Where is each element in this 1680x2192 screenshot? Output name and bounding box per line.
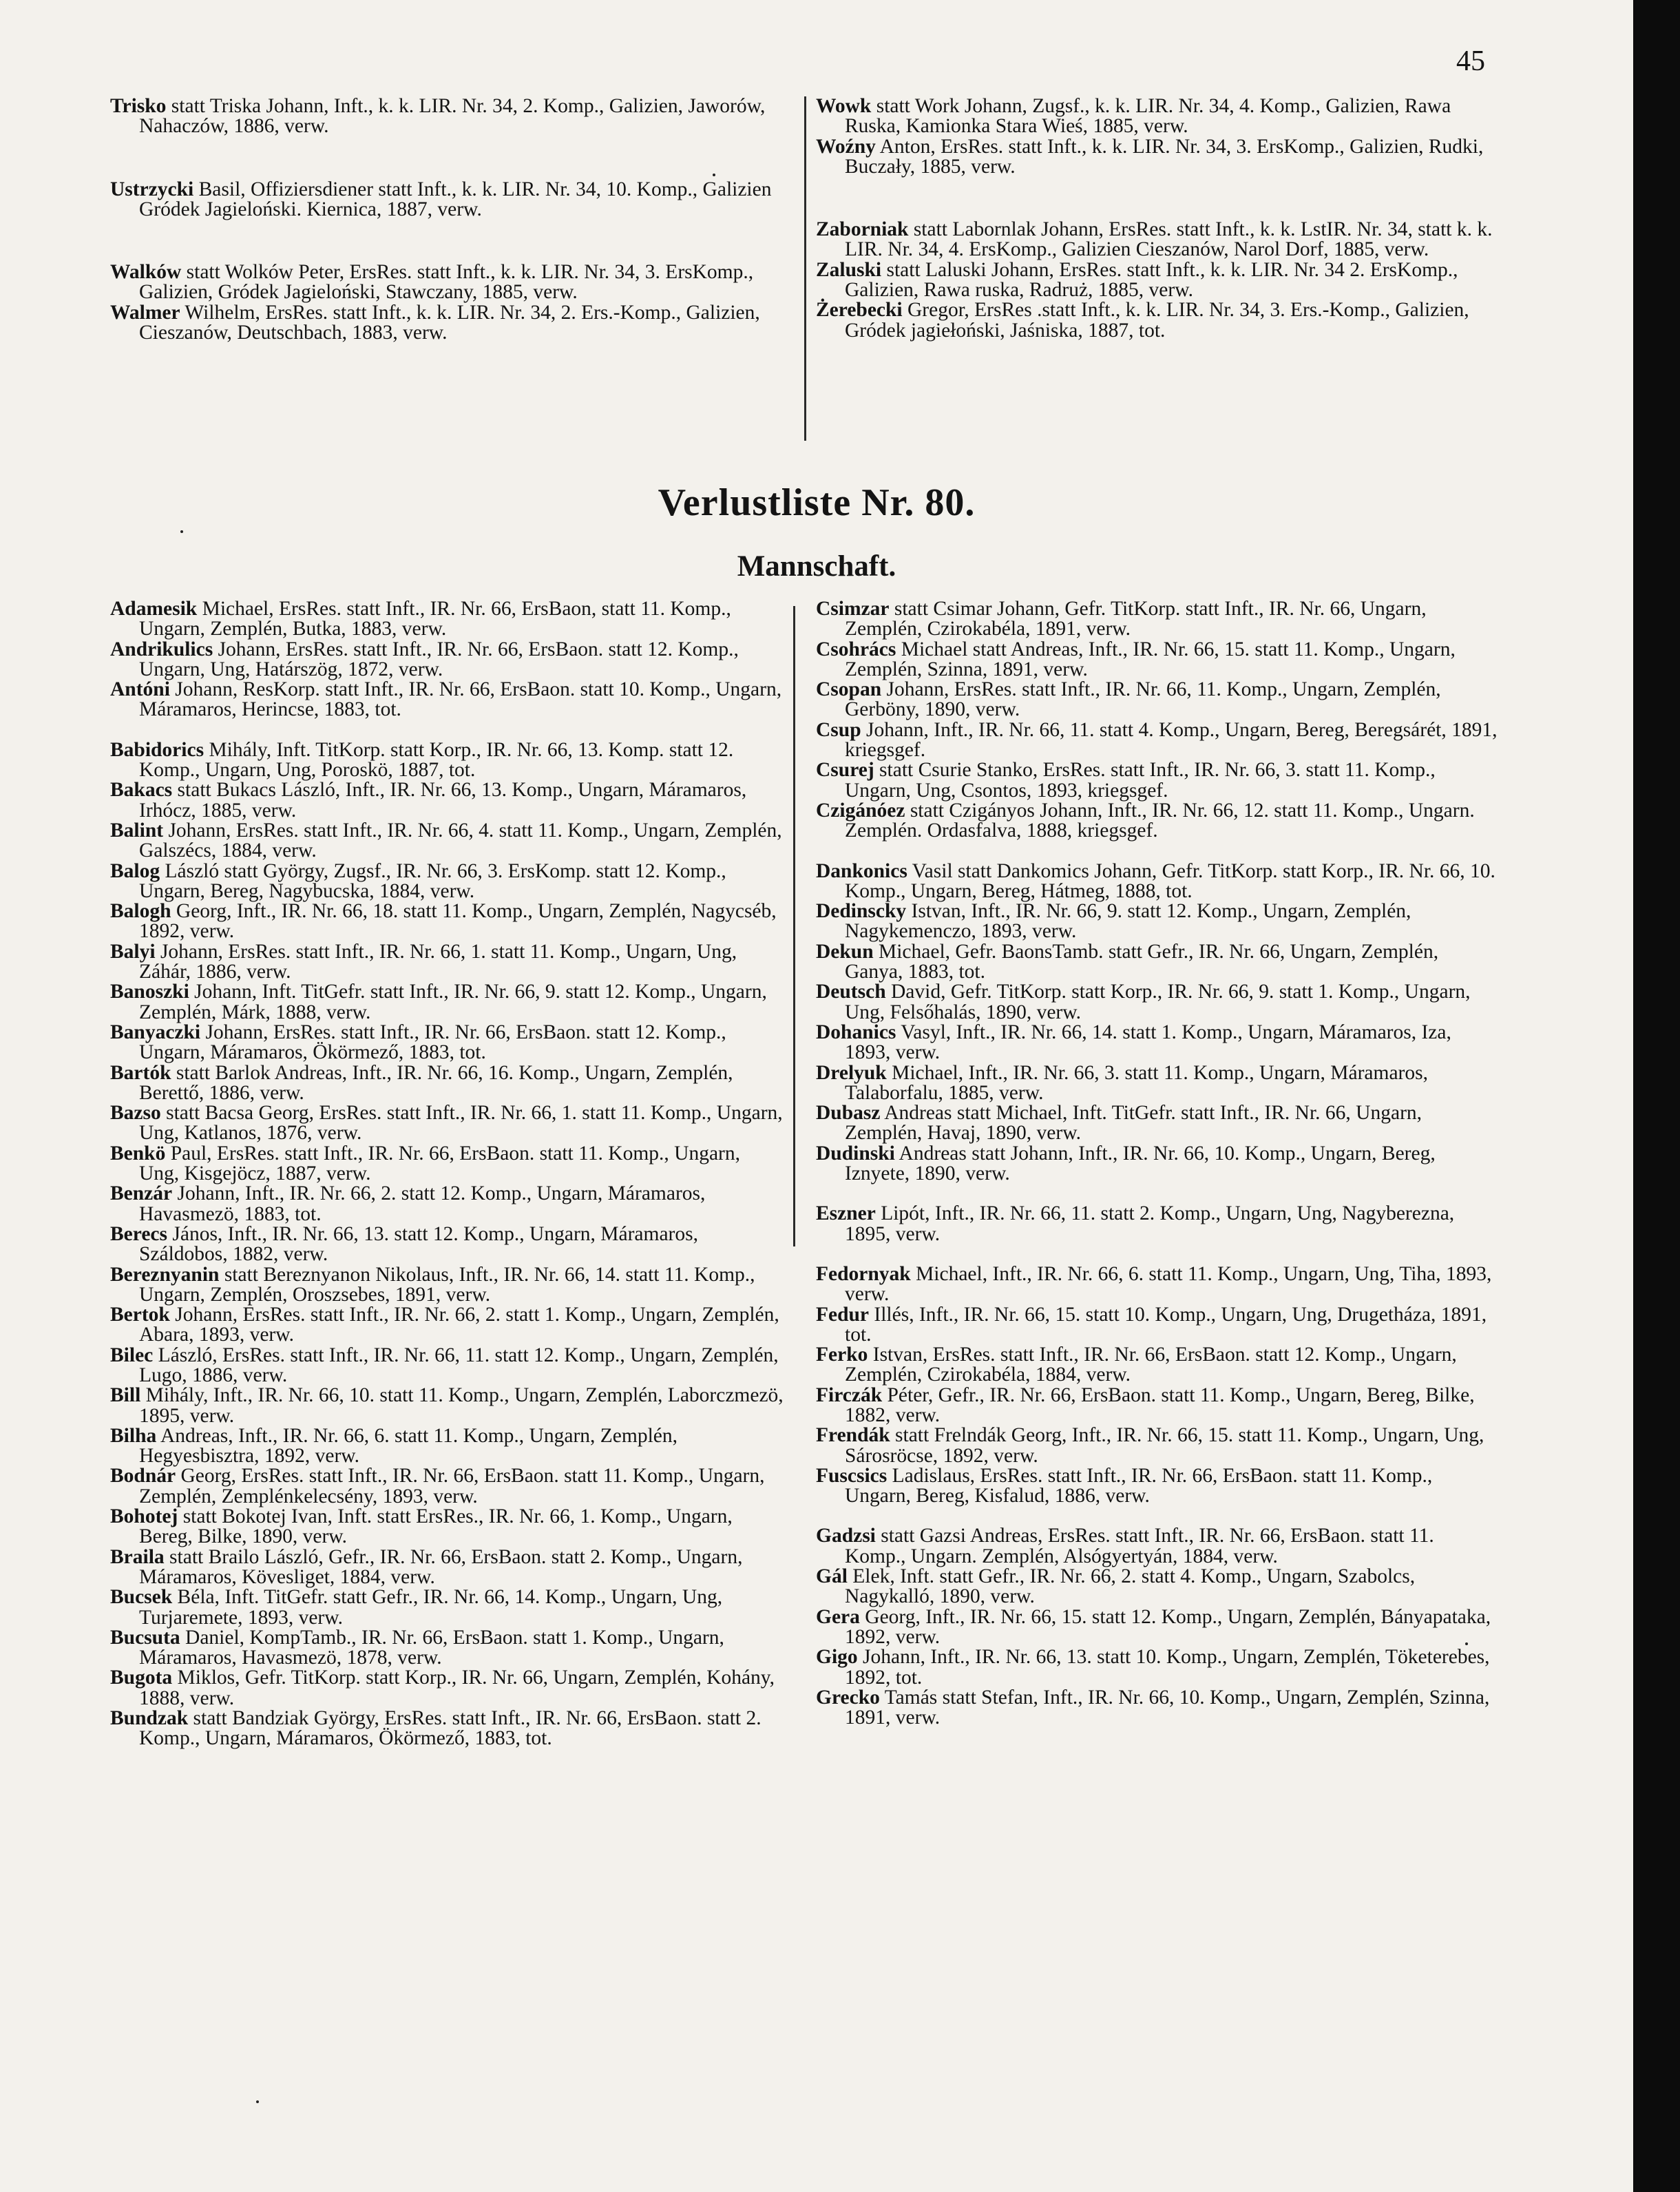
entry-details: László, ErsRes. statt Inft., IR. Nr. 66, 11. statt 12. Komp., Ungarn, Zemplén, Lugo, 1886, verw. bbox=[139, 1344, 779, 1386]
entry-surname: Bartók bbox=[110, 1061, 171, 1084]
entry-details: Miklos, Gefr. TitKorp. statt Korp., IR. Nr. 66, Ungarn, Zemplén, Kohány, 1888, verw. bbox=[139, 1667, 775, 1709]
entry-details: Andreas, Inft., IR. Nr. 66, 6. statt 11. Komp., Ungarn, Zemplén, Hegyesbisztra, 1892, verw. bbox=[139, 1424, 678, 1468]
entry-details: statt Barlok Andreas, Inft., IR. Nr. 66, 16. Komp., Ungarn, Zemplén, Berettő, 1886, verw. bbox=[139, 1061, 733, 1104]
entry-surname: Bazso bbox=[110, 1102, 161, 1125]
list-entry bbox=[110, 1144, 785, 1184]
entry-details: statt Wolków Peter, ErsRes. statt Inft., k. k. LIR. Nr. 34, 3. ErsKomp., Galizien, Gródek Jagieloński, Stawczany, 1885, verw. bbox=[139, 261, 754, 304]
top-left-column bbox=[110, 96, 792, 343]
entry-surname: Gál bbox=[816, 1565, 848, 1588]
entry-surname: Fedornyak bbox=[816, 1262, 911, 1285]
list-entry bbox=[110, 303, 792, 344]
entry-surname: Csopan bbox=[816, 678, 882, 701]
entry-details: Georg, Inft., IR. Nr. 66, 15. statt 12. Komp., Ungarn, Zemplén, Bányapataka, 1892, verw. bbox=[845, 1605, 1491, 1648]
entry-details: David, Gefr. TitKorp. statt Korp., IR. Nr. 66, 9. statt 1. Komp., Ungarn, Ung, Felsőhalás, 1890, verw. bbox=[845, 981, 1471, 1023]
entry-surname: Balint bbox=[110, 819, 164, 842]
list-entry bbox=[110, 1224, 785, 1265]
entry-details: statt Csimar Johann, Gefr. TitKorp. statt Inft., IR. Nr. 66, Ungarn, Zemplén, Czirokabéla, 1891, verw. bbox=[845, 598, 1427, 640]
entry-details: Johann, Inft., IR. Nr. 66, 11. statt 4. Komp., Ungarn, Bereg, Beregsárét, 1891, kriegsgef. bbox=[845, 718, 1498, 762]
list-entry bbox=[110, 1023, 785, 1063]
list-entry bbox=[816, 901, 1498, 942]
entry-surname: Babidorics bbox=[110, 738, 204, 761]
entry-surname: Dedinscky bbox=[816, 900, 907, 923]
list-entry bbox=[816, 1103, 1498, 1144]
entry-details: Johann, Inft. TitGefr. statt Inft., IR. Nr. 66, 9. statt 12. Komp., Ungarn, Zemplén, Márk, 1888, verw. bbox=[139, 981, 767, 1023]
list-entry bbox=[816, 260, 1498, 301]
list-entry bbox=[816, 300, 1498, 341]
entry-details: statt Gazsi Andreas, ErsRes. statt Inft., IR. Nr. 66, ErsBaon. statt 11. Komp., Ungarn. Zemplén, Alsógyertyán, 1884, verw. bbox=[845, 1525, 1434, 1567]
entry-details: Johann, ErsRes. statt Inft., IR. Nr. 66, 4. statt 11. Komp., Ungarn, Zemplén, Galszécs, 1884, verw. bbox=[139, 819, 782, 862]
entry-details: Johann, ResKorp. statt Inft., IR. Nr. 66, ErsBaon. statt 10. Komp., Ungarn, Máramaros, Herincse, 1883, tot. bbox=[139, 678, 782, 721]
entry-details: Johann, Inft., IR. Nr. 66, 13. statt 10. Komp., Ungarn, Zemplén, Töketerebes, 1892, tot. bbox=[845, 1646, 1490, 1689]
list-entry bbox=[816, 1688, 1498, 1729]
entry-surname: Bucsek bbox=[110, 1586, 173, 1609]
entry-surname: Zaluski bbox=[816, 258, 882, 281]
entry-details: statt Bandziak György, ErsRes. statt Inft., IR. Nr. 66, ErsBaon. statt 2. Komp., Ungarn, Máramaros, Ökörmező, 1883, tot. bbox=[139, 1707, 762, 1750]
entry-surname: Czigánóez bbox=[816, 799, 905, 822]
entry-details: Johann, ErsRes. statt Inft., IR. Nr. 66, 11. Komp., Ungarn, Zemplén, Gerböny, 1890, verw. bbox=[845, 678, 1441, 721]
list-entry bbox=[816, 1264, 1498, 1305]
list-entry bbox=[110, 180, 792, 220]
entry-details: Vasil statt Dankomics Johann, Gefr. TitKorp. statt Korp., IR. Nr. 66, 10. Komp., Ungarn, Bereg, Hátmeg, 1888, tot. bbox=[845, 859, 1495, 902]
list-entry bbox=[110, 262, 792, 303]
scan-speck bbox=[1465, 1642, 1468, 1645]
entry-details: statt Bacsa Georg, ErsRes. statt Inft., IR. Nr. 66, 1. statt 11. Komp., Ungarn, Ung, Katlanos, 1876, verw. bbox=[139, 1102, 783, 1145]
list-entry bbox=[110, 1103, 785, 1144]
list-entry bbox=[816, 859, 1498, 902]
list-entry bbox=[110, 1668, 785, 1709]
entry-details: statt Csurie Stanko, ErsRes. statt Inft., IR. Nr. 66, 3. statt 11. Komp., Ungarn, Ung, Csontos, 1893, kriegsgef. bbox=[845, 759, 1436, 802]
list-entry bbox=[110, 821, 785, 862]
entry-details: Elek, Inft. statt Gefr., IR. Nr. 66, 2. statt 4. Komp., Ungarn, Szabolcs, Nagykalló, 1890, verw. bbox=[845, 1565, 1416, 1608]
entry-surname: Csimzar bbox=[816, 598, 890, 620]
entry-details: Illés, Inft., IR. Nr. 66, 15. statt 10. Komp., Ungarn, Ung, Drugetháza, 1891, tot. bbox=[845, 1303, 1487, 1346]
entry-details: Michael, ErsRes. statt Inft., IR. Nr. 66, ErsBaon, statt 11. Komp., Ungarn, Zemplén, Butka, 1883, verw. bbox=[139, 598, 731, 640]
list-entry bbox=[816, 1063, 1498, 1104]
list-entry bbox=[110, 96, 792, 137]
list-entry bbox=[816, 1023, 1498, 1063]
list-entry bbox=[110, 982, 785, 1023]
section-title: Verlustliste Nr. 80. bbox=[658, 481, 976, 524]
list-entry bbox=[816, 942, 1498, 983]
entry-details: Paul, ErsRes. statt Inft., IR. Nr. 66, ErsBaon. statt 11. Komp., Ungarn, Ung, Kisgejöcz, 1887, verw. bbox=[139, 1142, 741, 1185]
entry-details: statt Brailo László, Gefr., IR. Nr. 66, ErsBaon. statt 2. Komp., Ungarn, Máramaros, Kövesliget, 1884, verw. bbox=[139, 1545, 743, 1588]
entry-details: László statt György, Zugsf., IR. Nr. 66, 3. ErsKomp. statt 12. Komp., Ungarn, Bereg, Nagybucska, 1884, verw. bbox=[139, 859, 726, 902]
list-entry bbox=[816, 137, 1498, 178]
entry-surname: Fuscsics bbox=[816, 1464, 888, 1487]
list-entry bbox=[110, 1587, 785, 1628]
entry-details: János, Inft., IR. Nr. 66, 13. statt 12. Komp., Ungarn, Máramaros, Száldobos, 1882, verw. bbox=[139, 1222, 698, 1266]
entry-details: Wilhelm, ErsRes. statt Inft., k. k. LIR. Nr. 34, 2. Ers.-Komp., Galizien, Cieszanów, Deutschbach, 1883, verw. bbox=[139, 301, 760, 344]
entry-details: Michael, Gefr. BaonsTamb. statt Gefr., IR. Nr. 66, Ungarn, Zemplén, Ganya, 1883, tot. bbox=[845, 940, 1439, 983]
list-entry bbox=[110, 1265, 785, 1306]
list-entry bbox=[110, 599, 785, 640]
entry-surname: Żerebecki bbox=[816, 299, 903, 322]
entry-surname: Frendák bbox=[816, 1424, 890, 1447]
list-entry bbox=[816, 1386, 1498, 1426]
top-right-column bbox=[816, 96, 1498, 341]
list-entry bbox=[816, 1345, 1498, 1386]
entry-surname: Woźny bbox=[816, 135, 876, 158]
entry-surname: Balyi bbox=[110, 940, 156, 963]
entry-details: Ladislaus, ErsRes. statt Inft., IR. Nr. 66, ErsBaon. statt 11. Komp., Ungarn, Bereg, Kisfalud, 1886, verw. bbox=[845, 1464, 1433, 1507]
entry-details: statt Czigányos Johann, Inft., IR. Nr. 66, 12. statt 11. Komp., Ungarn. Zemplén. Ordasfalva, 1888, kriegsgef. bbox=[845, 799, 1475, 842]
entry-surname: Bugota bbox=[110, 1667, 173, 1689]
entry-details: Georg, Inft., IR. Nr. 66, 18. statt 11. Komp., Ungarn, Zemplén, Nagycséb, 1892, verw. bbox=[139, 900, 777, 943]
list-entry bbox=[816, 1466, 1498, 1507]
list-entry bbox=[816, 680, 1498, 720]
list-entry bbox=[816, 1426, 1498, 1466]
entry-details: Johann, Inft., IR. Nr. 66, 2. statt 12. Komp., Ungarn, Máramaros, Havasmezö, 1883, tot. bbox=[139, 1182, 706, 1225]
list-entry bbox=[816, 982, 1498, 1023]
entry-details: Anton, ErsRes. statt Inft., k. k. LIR. Nr. 34, 3. ErsKomp., Galizien, Rudki, Buczały, 1885, verw. bbox=[845, 135, 1484, 178]
list-entry bbox=[816, 1144, 1498, 1184]
list-entry bbox=[816, 640, 1498, 680]
entry-surname: Dudinski bbox=[816, 1142, 895, 1165]
entry-details: Gregor, ErsRes .statt Inft., k. k. LIR. Nr. 34, 3. Ers.-Komp., Galizien, Gródek jagiełoński, Jaśniska, 1887, tot. bbox=[845, 299, 1469, 342]
entry-surname: Bakacs bbox=[110, 779, 173, 802]
entry-details: Andreas statt Michael, Inft. TitGefr. statt Inft., IR. Nr. 66, Ungarn, Zemplén, Havaj, 1890, verw. bbox=[845, 1102, 1422, 1145]
entry-details: statt Triska Johann, Inft., k. k. LIR. Nr. 34, 2. Komp., Galizien, Jaworów, Nahaczów, 1886, verw. bbox=[139, 95, 766, 138]
left-column bbox=[110, 599, 785, 1749]
entry-surname: Trisko bbox=[110, 95, 167, 117]
entry-surname: Wowk bbox=[816, 95, 872, 117]
list-entry bbox=[110, 680, 785, 720]
entry-details: Mihály, Inft. TitKorp. statt Korp., IR. Nr. 66, 13. Komp. statt 12. Komp., Ungarn, Ung, Poroskö, 1887, tot. bbox=[139, 738, 734, 782]
entry-details: Vasyl, Inft., IR. Nr. 66, 14. statt 1. Komp., Ungarn, Máramaros, Iza, 1893, verw. bbox=[845, 1021, 1451, 1064]
column-divider bbox=[804, 96, 806, 441]
list-entry bbox=[110, 780, 785, 821]
entry-details: Istvan, ErsRes. statt Inft., IR. Nr. 66, ErsBaon. statt 12. Komp., Ungarn, Zemplén, Czirokabéla, 1884, verw. bbox=[845, 1344, 1457, 1386]
entry-surname: Grecko bbox=[816, 1686, 880, 1709]
entry-surname: Gera bbox=[816, 1605, 860, 1628]
entry-details: Lipót, Inft., IR. Nr. 66, 11. statt 2. Komp., Ungarn, Ung, Nagyberezna, 1895, verw. bbox=[845, 1202, 1455, 1245]
entry-details: statt Labornlak Johann, ErsRes. statt Inft., k. k. LstIR. Nr. 34, statt k. k. LIR. Nr. 34, 4. ErsKomp., Galizien Cieszanów, Narol Dorf, 1885, verw. bbox=[845, 218, 1493, 261]
entry-surname: Walków bbox=[110, 261, 182, 284]
entry-surname: Banyaczki bbox=[110, 1021, 201, 1043]
entry-surname: Andrikulics bbox=[110, 638, 213, 660]
entry-surname: Bertok bbox=[110, 1304, 170, 1326]
entry-details: Istvan, Inft., IR. Nr. 66, 9. statt 12. Komp., Ungarn, Zemplén, Nagykemenczo, 1893, verw. bbox=[845, 900, 1411, 943]
entry-surname: Dubasz bbox=[816, 1102, 881, 1125]
entry-surname: Bucsuta bbox=[110, 1626, 180, 1649]
entry-surname: Braila bbox=[110, 1545, 165, 1568]
entry-surname: Berecs bbox=[110, 1222, 167, 1245]
entry-details: Tamás statt Stefan, Inft., IR. Nr. 66, 10. Komp., Ungarn, Zemplén, Szinna, 1891, verw. bbox=[845, 1686, 1490, 1729]
entry-surname: Bilec bbox=[110, 1344, 154, 1366]
entry-surname: Balogh bbox=[110, 900, 171, 923]
list-entry bbox=[110, 740, 785, 781]
page-number: 45 bbox=[1456, 45, 1485, 77]
entry-details: Johann, ErsRes. statt Inft., IR. Nr. 66, ErsBaon. statt 12. Komp., Ungarn, Ung, Határszög, 1872, verw. bbox=[139, 638, 739, 680]
entry-surname: Gadzsi bbox=[816, 1525, 876, 1547]
entry-surname: Zaborniak bbox=[816, 218, 909, 241]
list-entry bbox=[816, 1567, 1498, 1607]
list-entry bbox=[110, 1305, 785, 1346]
entry-surname: Dekun bbox=[816, 940, 874, 963]
list-entry bbox=[816, 96, 1498, 137]
entry-details: Michael statt Andreas, Inft., IR. Nr. 66, 15. statt 11. Komp., Ungarn, Zemplén, Szinna, 1891, verw. bbox=[845, 638, 1456, 680]
entry-surname: Ustrzycki bbox=[110, 178, 194, 200]
entry-surname: Benkö bbox=[110, 1142, 166, 1165]
entry-surname: Bodnár bbox=[110, 1465, 176, 1488]
entry-surname: Bereznyanin bbox=[110, 1263, 220, 1286]
list-entry bbox=[110, 1466, 785, 1507]
list-entry bbox=[110, 1547, 785, 1588]
list-entry bbox=[816, 760, 1498, 801]
entry-details: Johann, ErsRes. statt Inft., IR. Nr. 66, 2. statt 1. Komp., Ungarn, Zemplén, Abara, 1893, verw. bbox=[139, 1304, 779, 1346]
entry-details: statt Bereznyanon Nikolaus, Inft., IR. Nr. 66, 14. statt 11. Komp., Ungarn, Zemplén, Oroszsebes, 1891, verw. bbox=[139, 1263, 755, 1306]
entry-details: Michael, Inft., IR. Nr. 66, 6. statt 11. Komp., Ungarn, Ung, Tiha, 1893, verw. bbox=[845, 1262, 1492, 1306]
entry-details: Johann, ErsRes. statt Inft., IR. Nr. 66, ErsBaon. statt 12. Komp., Ungarn, Máramaros, Ökörmező, 1883, tot. bbox=[139, 1021, 726, 1064]
entry-surname: Fedur bbox=[816, 1303, 870, 1326]
entry-surname: Bill bbox=[110, 1384, 141, 1407]
entry-surname: Balog bbox=[110, 859, 160, 882]
list-entry bbox=[110, 1507, 785, 1547]
entry-details: Daniel, KompTamb., IR. Nr. 66, ErsBaon. statt 1. Komp., Ungarn, Máramaros, Havasmezö, 1878, verw. bbox=[139, 1626, 724, 1669]
entry-details: Mihály, Inft., IR. Nr. 66, 10. statt 11. Komp., Ungarn, Zemplén, Laborczmezö, 1895, verw. bbox=[139, 1384, 784, 1427]
entry-details: statt Bokotej Ivan, Inft. statt ErsRes., IR. Nr. 66, 1. Komp., Ungarn, Bereg, Bilke, 1890, verw. bbox=[139, 1505, 733, 1548]
list-entry bbox=[110, 942, 785, 983]
entry-surname: Antóni bbox=[110, 678, 170, 701]
list-entry bbox=[816, 1607, 1498, 1648]
entry-surname: Bilha bbox=[110, 1424, 157, 1447]
entry-surname: Adamesik bbox=[110, 598, 198, 620]
list-entry bbox=[110, 859, 785, 902]
list-entry bbox=[816, 599, 1498, 640]
entry-details: Andreas statt Johann, Inft., IR. Nr. 66, 10. Komp., Ungarn, Bereg, Iznyete, 1890, verw. bbox=[845, 1142, 1436, 1185]
entry-details: Johann, ErsRes. statt Inft., IR. Nr. 66, 1. statt 11. Komp., Ungarn, Ung, Záhár, 1886, verw. bbox=[139, 940, 737, 983]
column-divider bbox=[793, 606, 795, 1246]
entry-surname: Bundzak bbox=[110, 1707, 189, 1730]
entry-details: statt Frelndák Georg, Inft., IR. Nr. 66, 15. statt 11. Komp., Ungarn, Ung, Sárosröcse, 1892, verw. bbox=[845, 1424, 1484, 1467]
entry-surname: Deutsch bbox=[816, 981, 886, 1003]
entry-surname: Drelyuk bbox=[816, 1061, 887, 1084]
entry-surname: Csup bbox=[816, 718, 861, 741]
list-entry bbox=[110, 1386, 785, 1426]
entry-surname: Gigo bbox=[816, 1646, 858, 1669]
list-entry bbox=[816, 1526, 1498, 1567]
list-entry bbox=[816, 1204, 1498, 1244]
list-entry bbox=[110, 1184, 785, 1224]
entry-details: statt Bukacs László, Inft., IR. Nr. 66, 13. Komp., Ungarn, Máramaros, Irhócz, 1885, verw. bbox=[139, 779, 747, 822]
entry-details: Béla, Inft. TitGefr. statt Gefr., IR. Nr. 66, 14. Komp., Ungarn, Ung, Turjaremete, 1893, verw. bbox=[139, 1586, 723, 1629]
entry-surname: Ferko bbox=[816, 1344, 868, 1366]
list-entry bbox=[110, 901, 785, 942]
list-entry bbox=[110, 1346, 785, 1386]
entry-surname: Benzár bbox=[110, 1182, 173, 1205]
entry-surname: Bohotej bbox=[110, 1505, 178, 1528]
right-column bbox=[816, 599, 1498, 1728]
entry-details: Basil, Offiziersdiener statt Inft., k. k. LIR. Nr. 34, 10. Komp., Galizien Gródek Jagieloński. Kiernica, 1887, verw. bbox=[139, 178, 772, 220]
list-entry bbox=[110, 1709, 785, 1749]
entry-surname: Walmer bbox=[110, 301, 180, 324]
list-entry bbox=[816, 220, 1498, 260]
entry-surname: Eszner bbox=[816, 1202, 876, 1225]
entry-surname: Csohrács bbox=[816, 638, 896, 660]
scan-speck bbox=[713, 174, 715, 176]
entry-surname: Banoszki bbox=[110, 981, 189, 1003]
list-entry bbox=[816, 1647, 1498, 1688]
list-entry bbox=[110, 1063, 785, 1104]
entry-surname: Csurej bbox=[816, 759, 874, 782]
entry-details: Georg, ErsRes. statt Inft., IR. Nr. 66, ErsBaon. statt 11. Komp., Ungarn, Zemplén, Zemplénkelecsény, 1893, verw. bbox=[139, 1465, 765, 1507]
scan-speck bbox=[180, 530, 183, 533]
entry-details: statt Laluski Johann, ErsRes. statt Inft., k. k. LIR. Nr. 34 2. ErsKomp., Galizien, Rawa ruska, Radruż, 1885, verw. bbox=[845, 258, 1458, 302]
list-entry bbox=[110, 1628, 785, 1669]
list-entry bbox=[816, 801, 1498, 842]
entry-surname: Dohanics bbox=[816, 1021, 896, 1043]
list-entry bbox=[816, 720, 1498, 761]
scan-speck bbox=[256, 2100, 259, 2103]
entry-surname: Firczák bbox=[816, 1384, 883, 1406]
list-entry bbox=[110, 640, 785, 680]
list-entry bbox=[816, 1305, 1498, 1346]
entry-details: Péter, Gefr., IR. Nr. 66, ErsBaon. statt 11. Komp., Ungarn, Bereg, Bilke, 1882, verw. bbox=[845, 1384, 1475, 1426]
list-entry bbox=[110, 1426, 785, 1467]
entry-details: statt Work Johann, Zugsf., k. k. LIR. Nr. 34, 4. Komp., Galizien, Rawa Ruska, Kamionka Stara Wieś, 1885, verw. bbox=[845, 95, 1451, 138]
entry-details: Michael, Inft., IR. Nr. 66, 3. statt 11. Komp., Ungarn, Máramaros, Talaborfalu, 1885, verw. bbox=[845, 1061, 1428, 1104]
entry-surname: Dankonics bbox=[816, 859, 907, 882]
section-subtitle: Mannschaft. bbox=[737, 550, 896, 583]
